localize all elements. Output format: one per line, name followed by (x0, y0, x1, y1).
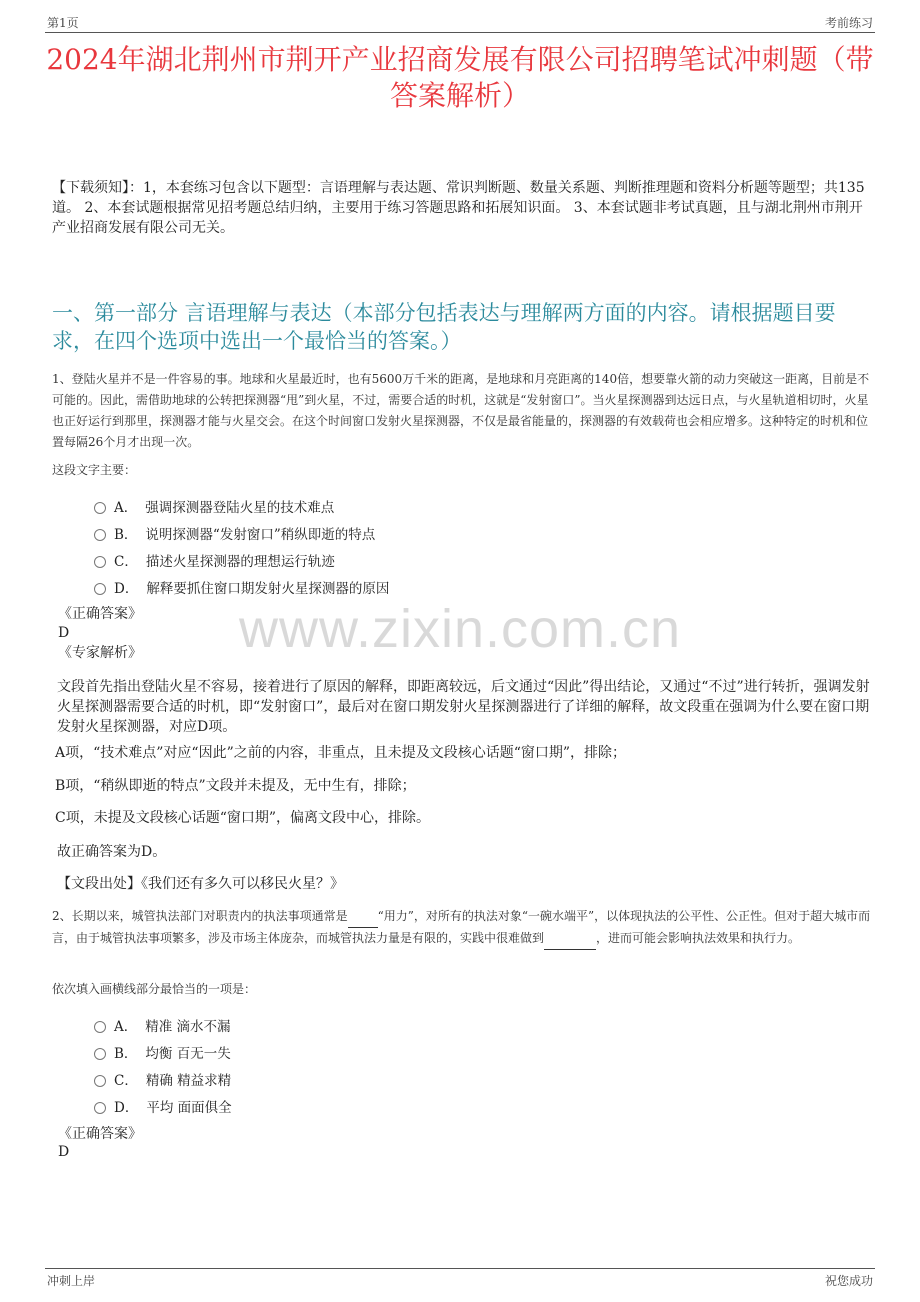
section-heading: 一、第一部分 言语理解与表达（本部分包括表达与理解两方面的内容。请根据题目要求，在四个选项中选出一个最恰当的答案。） (52, 301, 836, 353)
passage-source: 【文段出处】《我们还有多久可以移民火星？》 (57, 876, 344, 892)
option-c[interactable]: C． 精确 精益求精 (94, 1065, 232, 1092)
footer-right: 祝您成功 (824, 1274, 873, 1288)
analysis-option-b: B项，“稍纵即逝的特点”文段并未提及，无中生有，排除； (55, 778, 416, 794)
option-b[interactable]: B． 说明探测器“发射窗口”稍纵即逝的特点 (94, 519, 389, 546)
analysis-paragraph: 文段首先指出登陆火星不容易，接着进行了原因的解释，即距离较远，后文通过“因此”得出结论，又通过“不过”进行转折，强调发射火星探测器需要合适的时机，即“发射窗口”，最后对在窗口期发射火星探测器进行了详细的解释，故文段重在强调为什么要在窗口期发射火星探测器，对应D项。 (57, 679, 870, 735)
question-1-stem: 1、登陆火星并不是一件容易的事。地球和火星最近时，也有5600万千米的距离，是地球和月亮距离的140倍，想要靠火箭的动力突破这一距离，目前是不可能的。因此，需借助地球的公转把探测器“甩”到火星，不过，需要合适的时机，这就是“发射窗口”。当火星探测器到达远日点，与火星轨道相切时，火星也正好运行到那里，探测器才能与火星交会。在这个时间窗口发射火星探测器，不仅是最省能量的，探测器的有效载荷也会相应增多。这种特定的时机和位置每隔26个月才出现一次。 (52, 372, 870, 449)
header-tag: 考前练习 (824, 16, 873, 30)
watermark: www.zixin.com.cn (238, 599, 682, 659)
radio-icon[interactable] (94, 1048, 106, 1060)
option-c[interactable]: C． 描述火星探测器的理想运行轨迹 (94, 546, 389, 573)
radio-icon[interactable] (94, 1075, 106, 1087)
fill-blank-1 (348, 906, 378, 928)
option-d[interactable]: D． 解释要抓住窗口期发射火星探测器的原因 (94, 573, 389, 600)
analysis-heading: 《专家解析》 (58, 645, 142, 661)
answer-value: D (58, 625, 70, 641)
footer-left: 冲刺上岸 (47, 1274, 96, 1288)
question-2-options (94, 1011, 232, 1119)
option-a[interactable]: A． 精准 滴水不漏 (94, 1011, 232, 1038)
radio-icon[interactable] (94, 529, 106, 541)
analysis-option-c: C项，未提及文段核心话题“窗口期”，偏离文段中心，排除。 (55, 810, 431, 826)
question-1-options (94, 492, 389, 600)
page-number: 第1页 (47, 16, 79, 30)
question-2-stem: 2、长期以来，城管执法部门对职责内的执法事项通常是 “用力”，对所有的执法对象“一碗水端平”，以体现执法的公平性、公正性。但对于超大城市而言，由于城管执法事项繁多，涉及市场主体庞杂，而城管执法力量是有限的，实践中很难做到 ，进而可能会影响执法效果和执行力。 (52, 906, 872, 950)
answer-heading: 《正确答案》 (58, 1126, 142, 1142)
question-2-prompt: 依次填入画横线部分最恰当的一项是： (52, 982, 257, 996)
analysis-option-a: A项，“技术难点”对应“因此”之前的内容，非重点，且未提及文段核心话题“窗口期”，排除； (55, 745, 627, 761)
page-header (45, 12, 875, 33)
answer-heading: 《正确答案》 (58, 606, 142, 622)
radio-icon[interactable] (94, 1102, 106, 1114)
download-notice: 【下载须知】：1，本套练习包含以下题型：言语理解与表达题、常识判断题、数量关系题、判断推理题和资料分析题等题型；共135道。 2、本套试题根据常见招考题总结归纳，主要用于练习答题思路和拓展知识面。 3、本套试题非考试真题，且与湖北荆州市荆开产业招商发展有限公司无关。 (52, 180, 865, 236)
radio-icon[interactable] (94, 556, 106, 568)
analysis-conclusion: 故正确答案为D。 (57, 844, 167, 860)
option-b[interactable]: B． 均衡 百无一失 (94, 1038, 232, 1065)
option-d[interactable]: D． 平均 面面俱全 (94, 1092, 232, 1119)
radio-icon[interactable] (94, 583, 106, 595)
page-footer (45, 1268, 875, 1289)
fill-blank-2 (544, 928, 596, 950)
document-title: 2024年湖北荆州市荆开产业招商发展有限公司招聘笔试冲刺题（带答案解析） (46, 43, 874, 112)
option-a[interactable]: A． 强调探测器登陆火星的技术难点 (94, 492, 389, 519)
question-1-prompt: 这段文字主要： (52, 463, 137, 477)
radio-icon[interactable] (94, 1021, 106, 1033)
answer-value: D (58, 1144, 70, 1160)
radio-icon[interactable] (94, 502, 106, 514)
